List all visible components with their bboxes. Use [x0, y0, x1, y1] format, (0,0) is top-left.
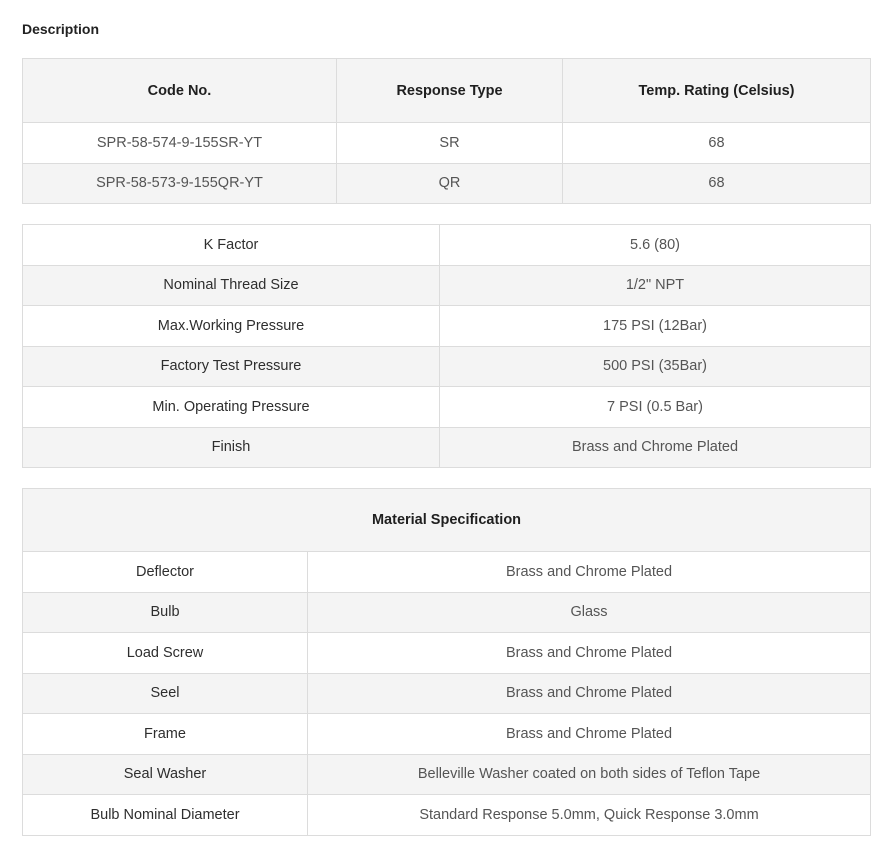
table-row: [23, 754, 871, 795]
property-value: 500 PSI (35Bar): [440, 346, 871, 387]
code-no-cell: SPR-58-574-9-155SR-YT: [23, 123, 337, 164]
material-part-value: Belleville Washer coated on both sides of Teflon Tape: [308, 754, 871, 795]
code-no-cell: SPR-58-573-9-155QR-YT: [23, 163, 337, 204]
table-row: [23, 552, 871, 593]
property-label: Min. Operating Pressure: [23, 387, 440, 428]
table-row: [23, 306, 871, 347]
table-row: [23, 673, 871, 714]
table-row: [23, 225, 871, 266]
material-part-label: Bulb Nominal Diameter: [23, 795, 308, 836]
response-type-cell: QR: [337, 163, 563, 204]
property-label: Factory Test Pressure: [23, 346, 440, 387]
temp-rating-cell: 68: [563, 163, 871, 204]
table-row: [23, 592, 871, 633]
temp-rating-cell: 68: [563, 123, 871, 164]
material-part-label: Frame: [23, 714, 308, 755]
description-heading: Description: [22, 21, 100, 37]
table-row: [23, 265, 871, 306]
material-part-label: Bulb: [23, 592, 308, 633]
material-specification-title: Material Specification: [23, 489, 871, 552]
property-value: 175 PSI (12Bar): [440, 306, 871, 347]
table-row: [23, 633, 871, 674]
property-label: K Factor: [23, 225, 440, 266]
property-value: 1/2" NPT: [440, 265, 871, 306]
material-part-label: Load Screw: [23, 633, 308, 674]
material-part-label: Seal Washer: [23, 754, 308, 795]
property-label: Finish: [23, 427, 440, 468]
table-row: [23, 387, 871, 428]
code-numbers-table: [22, 58, 871, 204]
material-part-value: Brass and Chrome Plated: [308, 633, 871, 674]
material-part-value: Brass and Chrome Plated: [308, 673, 871, 714]
material-part-value: Glass: [308, 592, 871, 633]
table-row: [23, 795, 871, 836]
material-specification-table: [22, 488, 871, 836]
material-part-value: Brass and Chrome Plated: [308, 552, 871, 593]
table-row: [23, 163, 871, 204]
temp-rating-header: Temp. Rating (Celsius): [563, 59, 871, 123]
table-header-row: [23, 489, 871, 552]
property-label: Max.Working Pressure: [23, 306, 440, 347]
property-value: 5.6 (80): [440, 225, 871, 266]
material-part-value: Standard Response 5.0mm, Quick Response 3.0mm: [308, 795, 871, 836]
material-part-value: Brass and Chrome Plated: [308, 714, 871, 755]
material-part-label: Seel: [23, 673, 308, 714]
property-label: Nominal Thread Size: [23, 265, 440, 306]
property-value: Brass and Chrome Plated: [440, 427, 871, 468]
table-row: [23, 346, 871, 387]
table-row: [23, 714, 871, 755]
material-part-label: Deflector: [23, 552, 308, 593]
response-type-header: Response Type: [337, 59, 563, 123]
property-value: 7 PSI (0.5 Bar): [440, 387, 871, 428]
properties-table: [22, 224, 871, 468]
response-type-cell: SR: [337, 123, 563, 164]
code-no-header: Code No.: [23, 59, 337, 123]
table-row: [23, 123, 871, 164]
table-row: [23, 427, 871, 468]
table-header-row: [23, 59, 871, 123]
